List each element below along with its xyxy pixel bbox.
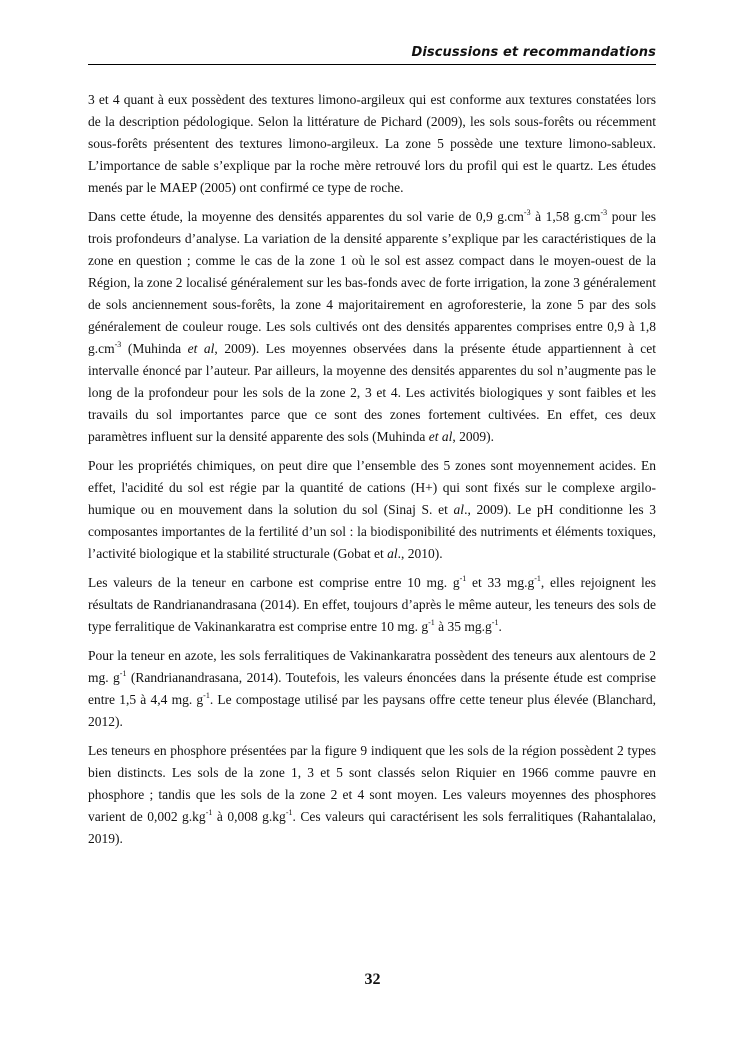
page-number: 32 bbox=[364, 971, 381, 988]
header-rule bbox=[88, 64, 656, 65]
paragraph-nitrogen: Pour la teneur en azote, les sols ferralitiques de Vakinankaratra possèdent des teneurs aux alentours de 2 mg. $g^{-1}$ (Randrianandrasana, 2014). Toutefois, les valeurs énoncées dans la présente étude est comprise entre 1,5 à 4,4 mg. $g^{-1}$. Le compostage utilisé par les paysans offre cette teneur plus élevée (Blanchard, 2012). bbox=[88, 648, 656, 729]
document-body bbox=[88, 89, 656, 857]
paragraph-texture: 3 et 4 quant à eux possèdent des textures limono-argileux qui est conforme aux textures constatées lors de la description pédologique. Selon la littérature de Pichard (2009), les sols sous-forêts ou récemment sous-forêts présentent des textures limono-argileux. La zone 5 possède une texture limono-sableux. L’importance de sable s’explique par la roche mère retrouvé lors du profil qui est le quartz. Les études menés par le MAEP (2005) ont confirmé ce type de roche. bbox=[88, 92, 656, 195]
paragraph-bulk-density: Dans cette étude, la moyenne des densités apparentes du sol varie de 0,9 $g.cm^{-3}$ à 1,58 $g.cm^{-3}$ pour les trois profondeurs d’analyse. La variation de la densité apparente s’explique par les caractéristiques de la zone en question ; comme le cas de la zone 1 où le sol est assez compact dans le moyen-ouest de la Région, la zone 2 localisé généralement sur les bas-fonds avec de forte irrigation, la zone 3 généralement de sols anciennement sous-forêts, la zone 4 majoritairement en agroforesterie, la zone 5 par des sols généralement de couleur rouge. Les sols cultivés ont des densités apparentes comprises entre 0,9 à 1,8 $g.cm^{-3}$ (Muhinda et al, 2009). Les moyennes observées dans la présente étude appartiennent à cet intervalle énoncé par l’auteur. Par ailleurs, la moyenne des densités apparentes du sol n’augmente pas le long de la profondeur pour les sols de la zone 2, 3 et 4. Les activités biologiques y sont faibles et les travails du sol importantes parce que ce sont des zones fortement cultivées. En effet, ces deux paramètres influent sur la densité apparente des sols (Muhinda et al, 2009). bbox=[88, 207, 656, 444]
paragraph-phosphorus: Les teneurs en phosphore présentées par la figure 9 indiquent que les sols de la région possèdent 2 types bien distincts. Les sols de la zone 1, 3 et 5 sont classés selon Riquier en 1966 comme pauvre en phosphore ; tandis que les sols de la zone 2 et 4 sont moyen. Les valeurs moyennes des phosphores varient de 0,002 $g.kg^{-1}$ à 0,008 $g.kg^{-1}$. Ces valeurs qui caractérisent les sols ferralitiques (Rahantalalao, 2019). bbox=[88, 743, 656, 846]
paragraph-carbon: Les valeurs de la teneur en carbone est comprise entre 10 mg. $g^{-1}$ et 33 $mg.g^{-1}$, elles rejoignent les résultats de Randrianandrasana (2014). En effet, toujours d’après le même auteur, les teneurs des sols de type ferralitique de Vakinankaratra est comprise entre 10 mg. $g^{-1}$ à 35 $mg.g^{-1}$. bbox=[88, 573, 656, 634]
paragraph-ph: Pour les propriétés chimiques, on peut dire que l’ensemble des 5 zones sont moyennement acides. En effet, l'acidité du sol est régie par la quantité de cations (H+) qui sont fixés sur le complexe argilo-humique ou en mouvement dans la solution du sol (Sinaj S. et al., 2009). Le pH conditionne les 3 composantes importantes de la fertilité d’un sol : la biodisponibilité des nutriments et éléments toxiques, l’activité biologique et la stabilité structurale (Gobat et al., 2010). bbox=[88, 458, 657, 561]
running-header: Discussions et recommandations bbox=[411, 45, 656, 60]
